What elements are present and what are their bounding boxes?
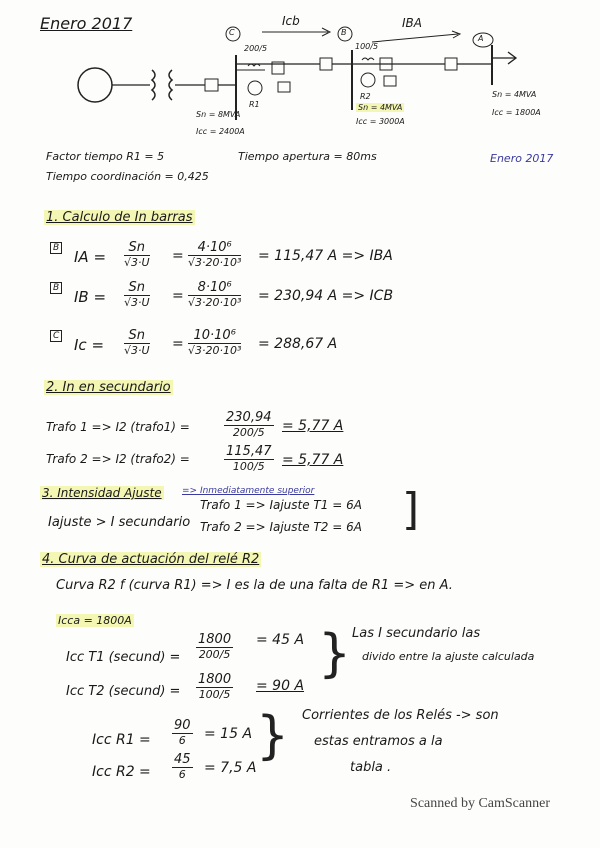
node-a-label: A bbox=[478, 34, 484, 43]
eq-c-lhs: Ic = bbox=[74, 336, 105, 354]
date-note: Enero 2017 bbox=[490, 152, 554, 165]
tiempo-coordinacion: Tiempo coordinación = 0,425 bbox=[46, 170, 209, 183]
note-line-3: Corrientes de los Relés -> son bbox=[302, 708, 499, 723]
relay-r2-label: R2 bbox=[360, 92, 371, 101]
tiempo-apertura: Tiempo apertura = 80ms bbox=[238, 150, 377, 163]
section-4-heading: 4. Curva de actuación del relé R2 bbox=[42, 552, 260, 567]
scanner-watermark: Scanned by CamScanner bbox=[410, 796, 550, 811]
brace-1: } bbox=[318, 624, 352, 684]
page-title: Enero 2017 bbox=[40, 14, 133, 33]
icc-r1-result: = 15 A bbox=[204, 726, 253, 742]
icc-r2-frac: 45 6 bbox=[174, 752, 191, 781]
eq-t2-frac: 115,47 100/5 bbox=[226, 444, 272, 473]
relay-r2-symbol bbox=[361, 73, 375, 87]
eq-t1-frac: 230,94 200/5 bbox=[226, 410, 272, 439]
generator-symbol bbox=[78, 68, 112, 102]
load-sn: Sn = 4MVA bbox=[492, 90, 537, 99]
scanned-page: Enero 2017 Enero 2017 C B A Icb IBA 200/5 100/5 R1 R2 Sn = 8MVA Icc = 2400A Sn = 4MVA Icc = 3000A Sn = 4MVA Icc = 1800A Factor tiempo R1 = 5 Tiempo apertura = 80ms Tiempo coordinación = 0,425 1. Calculo de In barras B IA = Sn √3·U = 4·10⁶ √3·20·10³ = 115,47 A => IBA B IB = Sn √3·U = 8·10⁶ √3·20·10³ = 230,94 A => ICB C Ic = Sn √3·U = 10·10⁶ √3·20·10³ = 288,67 A 2. In en secundario Trafo 1 => I2 (trafo1) = 230,94 200/5 = 5,77 A Trafo 2 => I2 (trafo2) = 115,47 100/5 = 5,77 A 3. Intensidad Ajuste => Inmediatamente superior Iajuste > I secundario Trafo 1 => Iajuste T1 = 6A Trafo 2 => Iajuste T2 = 6A ] 4. Curva de actuación del relé R2 Curva R2 f (curva R1) => I es la de una falta de R1 => en A. Icca = 1800A Icc T1 (secund) = 1800 200/5 = 45 A Icc T2 (secund) = 1800 100/5 = 90 A } Las I secundario las divido entre la ajuste calculada Icc R1 = 90 6 = 15 A Icc R2 = 45 6 = 7,5 A } Corrientes de los Relés -> son estas entramos a la tabla . Scanned by CamScanner bbox=[0, 0, 600, 848]
t2-icc: Icc = 3000A bbox=[356, 117, 405, 126]
eq-a-tag: B bbox=[50, 242, 62, 254]
t2-sn: Sn = 4MVA bbox=[358, 103, 403, 112]
breaker-3 bbox=[445, 58, 457, 70]
eq-t1-lhs: Trafo 1 => I2 (trafo1) = bbox=[46, 420, 190, 434]
eq-c-frac2: 10·10⁶ √3·20·10³ bbox=[188, 328, 242, 357]
section-1-heading: 1. Calculo de In barras bbox=[46, 210, 193, 225]
note-line-2: divido entre la ajuste calculada bbox=[362, 650, 535, 663]
eq-c-tag: C bbox=[50, 330, 62, 342]
eq-c-frac1: Sn √3·U bbox=[124, 328, 150, 357]
note-line-4: estas entramos a la bbox=[314, 734, 443, 749]
ratio-c: 200/5 bbox=[244, 44, 268, 53]
eq-t1-result: = 5,77 A bbox=[282, 418, 344, 434]
icc-t2-lhs: Icc T2 (secund) = bbox=[66, 684, 181, 699]
breaker-2 bbox=[320, 58, 332, 70]
icb-label: Icb bbox=[282, 14, 300, 28]
iajuste-t2: Trafo 2 => Iajuste T2 = 6A bbox=[200, 520, 362, 534]
section-3-note: => Inmediatamente superior bbox=[182, 486, 315, 496]
node-b-label: B bbox=[341, 28, 347, 37]
eq-a-result: = 115,47 A => IBA bbox=[258, 248, 393, 264]
icca-value: Icca = 1800A bbox=[58, 614, 132, 627]
icc-t2-result: = 90 A bbox=[256, 678, 305, 694]
closing-bracket-1: ] bbox=[402, 484, 420, 535]
section-3-heading: 3. Intensidad Ajuste bbox=[42, 486, 162, 500]
ratio-b: 100/5 bbox=[355, 42, 379, 51]
eq-a-frac2: 4·10⁶ √3·20·10³ bbox=[188, 240, 242, 269]
eq-c-result: = 288,67 A bbox=[258, 336, 338, 352]
eq-b-result: = 230,94 A => ICB bbox=[258, 288, 394, 304]
note-line-5: tabla . bbox=[350, 760, 392, 775]
t1-sn: Sn = 8MVA bbox=[196, 110, 241, 119]
icc-r1-lhs: Icc R1 = bbox=[92, 732, 151, 748]
eq-a-frac1: Sn √3·U bbox=[124, 240, 150, 269]
load-icc: Icc = 1800A bbox=[492, 108, 541, 117]
icc-r2-lhs: Icc R2 = bbox=[92, 764, 151, 780]
note-line-1: Las I secundario las bbox=[352, 626, 481, 641]
relay-r1-label: R1 bbox=[249, 100, 260, 109]
relay-r1-symbol bbox=[248, 81, 262, 95]
transformer-symbol bbox=[152, 70, 172, 100]
iba-arrow bbox=[372, 34, 458, 42]
eq-b-tag: B bbox=[50, 282, 62, 294]
icc-t2-frac: 1800 100/5 bbox=[198, 672, 232, 701]
iajuste-lhs: Iajuste > I secundario bbox=[48, 515, 191, 530]
eq-b-frac2: 8·10⁶ √3·20·10³ bbox=[188, 280, 242, 309]
curve-statement: Curva R2 f (curva R1) => I es la de una falta de R1 => en A. bbox=[56, 578, 453, 593]
eq-b-frac1: Sn √3·U bbox=[124, 280, 150, 309]
eq-b-lhs: IB = bbox=[74, 288, 107, 306]
eq-a-lhs: IA = bbox=[74, 248, 107, 266]
icc-r1-frac: 90 6 bbox=[174, 718, 191, 747]
icc-t1-result: = 45 A bbox=[256, 632, 305, 648]
node-c-label: C bbox=[229, 28, 235, 37]
factor-tiempo: Factor tiempo R1 = 5 bbox=[46, 150, 165, 163]
breaker-1 bbox=[205, 79, 218, 91]
eq-t2-result: = 5,77 A bbox=[282, 452, 344, 468]
single-line-diagram bbox=[0, 0, 600, 150]
iba-label: IBA bbox=[402, 16, 422, 30]
section-2-heading: 2. In en secundario bbox=[46, 380, 171, 395]
icc-r2-result: = 7,5 A bbox=[204, 760, 257, 776]
eq-t2-lhs: Trafo 2 => I2 (trafo2) = bbox=[46, 452, 190, 466]
iajuste-t1: Trafo 1 => Iajuste T1 = 6A bbox=[200, 498, 362, 512]
icc-t1-lhs: Icc T1 (secund) = bbox=[66, 650, 181, 665]
t1-icc: Icc = 2400A bbox=[196, 127, 245, 136]
icc-t1-frac: 1800 200/5 bbox=[198, 632, 232, 661]
brace-2: } bbox=[256, 706, 290, 766]
